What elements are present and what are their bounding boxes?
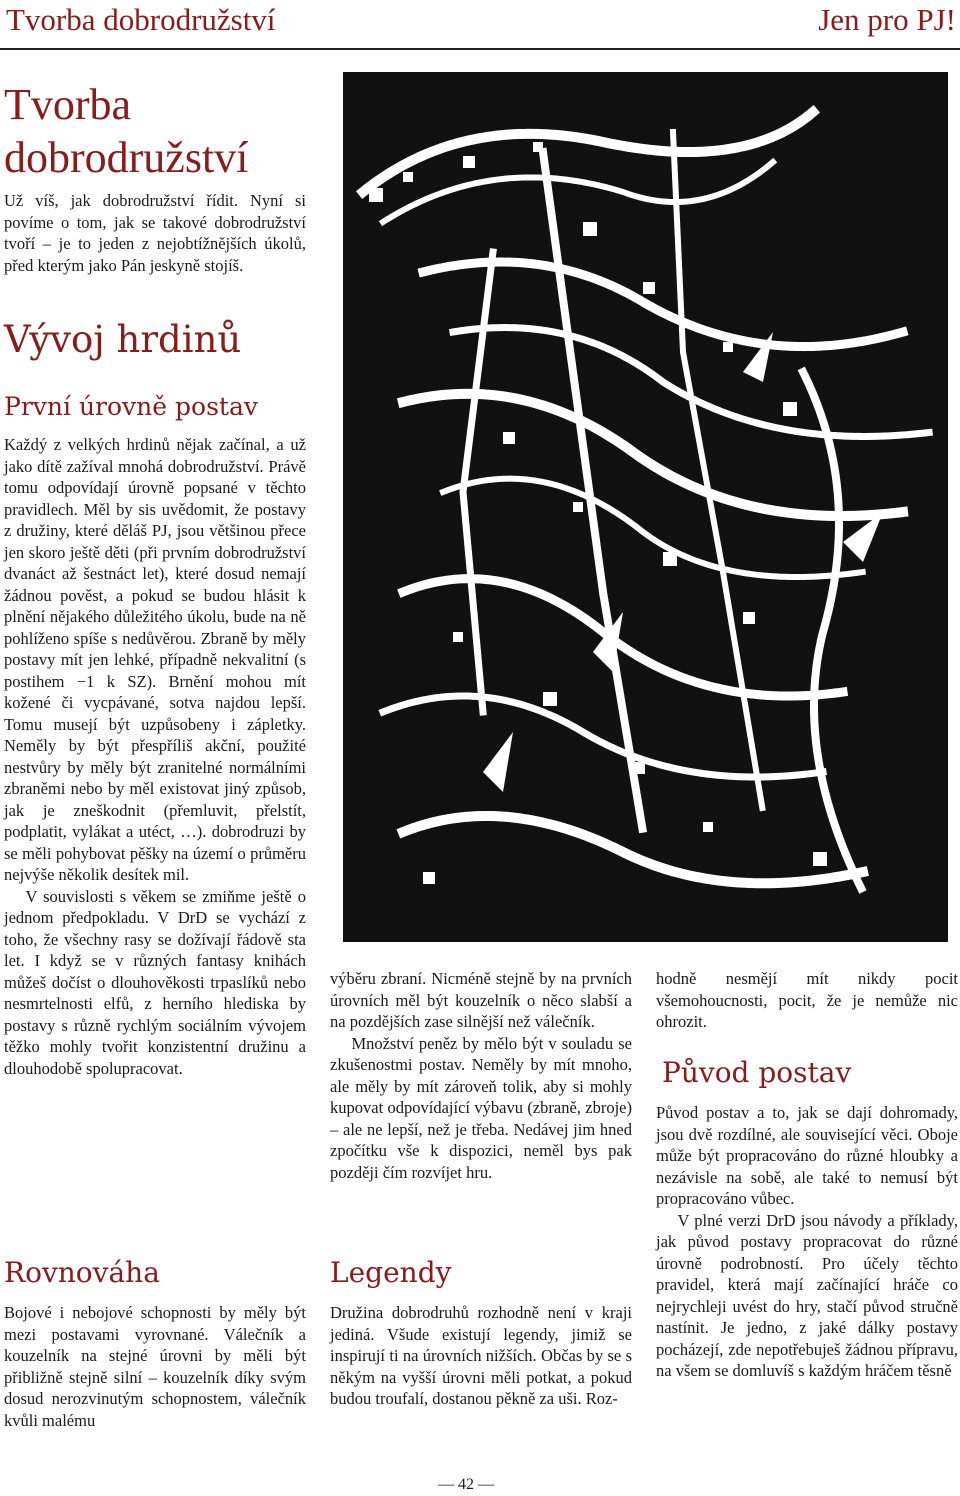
paragraph: V plné verzi DrD jsou návody a příklady, jak původ postavy propracovat do různé úrovně podrobností. Pro účely těchto pravidel, která mají začínající hráče co nejrychleji uvést do hry, stačí původ stručně nastínit. Je jedno, z jaké dálky postavy pocházejí, zde nepotřebuješ žádnou přípravu, na všem se domluvíš s každým hráčem těsně	[656, 1210, 958, 1380]
page-header	[0, 0, 960, 50]
section-heading-vyvoj: Vývoj hrdinů	[4, 318, 242, 361]
gm-only-label: Jen pro PJ!	[818, 2, 956, 37]
dragon-illustration	[343, 72, 948, 942]
column1-text	[4, 434, 306, 1079]
section-heading-legendy: Legendy	[330, 1256, 452, 1289]
paragraph: výběru zbraní. Nicméně stejně by na prvních úrovních měl být kouzelník o něco slabší a na pozdějších zase silnější než válečník.	[330, 969, 632, 1031]
column3-puvod-text	[656, 1102, 958, 1382]
page-number: — 42 —	[438, 1476, 494, 1493]
paragraph: Každý z velkých hrdinů nějak začínal, a už jako dítě zažíval mnohá dobrodružství. Právě tomu odpovídají úrovně popsané v těchto pravidlech. Měl by sis uvědomit, že postavy z družiny, které děláš PJ, jsou většinou přece jen skoro ještě děti (při prvním dobrodružství dvanáct až šestnáct let), které dosud nemají žádnou pověst, a pokud se budou hlásit k plnění nějakého důležitého úkolu, bude na ně pohlíženo spíše s nedůvěrou. Zbraně by měly postavy mít jen lehké, případně nekvalitní (s postihem −1 k SZ). Brnění mohou mít kožené či vycpávané, sotva najdou lepší. Tomu musejí být uzpůsobeny i zápletky. Neměly by být přespříliš akční, použité nestvůry by měly být zranitelné normálními zbraněmi nebo by měl existovat jiný způsob, jak je zneškodnit (přemluvit, přelstít, podplatit, vylákat a utéct, …). dobrodruzi by se měli pohybovat pěšky na území o průměru nejvýše několik desítek mil.	[4, 435, 306, 884]
running-title: Tvorba dobrodružství	[6, 2, 276, 37]
column2-text	[330, 968, 632, 1183]
column3-text: hodně nesmějí mít nikdy pocit všemohoucnosti, pocit, že je nemůže nic ohrozit.	[656, 969, 958, 1031]
column1-rovnovaha-text: Bojové i nebojové schopnosti by měly být mezi postavami vyrovnané. Válečník a kouzelník na stejné úrovni by měli být přibližně stejně silní – kouzelník díky svým dosud nerozvinutým schopnostem, válečník kvůli malému	[4, 1303, 306, 1430]
dragon-illustration-art	[343, 72, 948, 942]
column2-legendy-text: Družina dobrodruhů rozhodně není v kraji jediná. Všude existují legendy, jimiž se inspirují ti na úrovních nižších. Občas by se s někým na vyšší úrovni měli potkat, a pokud budou troufalí, dostanou pěkně za uši. Roz-	[330, 1303, 632, 1408]
paragraph: Množství peněz by mělo být v souladu se zkušenostmi postav. Neměly by mít mnoho, ale měly by mít zároveň tolik, aby si mohly kupovat odpovídající výbavu (zbraně, zbroje) – ale ne lepší, než je třeba. Nedávej jim hned zpočítku vše k dispozici, neměl bys pak později čím rozvíjet hru.	[330, 1033, 632, 1182]
chapter-title: Tvorba dobrodružství	[4, 80, 249, 182]
subheading-prvni-urovne: První úrovně postav	[4, 392, 258, 421]
intro-paragraph: Už víš, jak dobrodružství řídit. Nyní si povíme o tom, jak se takové dobrodružství tvoří – je to jeden z nejobtížnějších úkolů, před kterým jako Pán jeskyně stojíš.	[4, 191, 306, 275]
section-heading-puvod: Původ postav	[662, 1056, 852, 1089]
section-heading-rovnovaha: Rovnováha	[4, 1256, 160, 1289]
paragraph: Původ postav a to, jak se dají dohromady, jsou dvě rozdílné, ale související věci. Oboje může být propracováno do různé hloubky a nezávisle na sobě, ale také to nemusí být propracováno vůbec.	[656, 1103, 958, 1208]
paragraph: V souvislosti s věkem se zmiňme ještě o jednom předpokladu. V DrD se vychází z toho, že všechny rasy se dožívají řádově sta let. I když se v různých fantasy knihách můžeš dočíst o dlouhověkosti trpaslíků nebo nesmrtelnosti elfů, z herního hlediska by postavy s různě rychlým sociálním vývojem těžko mohly tvořit konzistentní družinu a dlouhodobě spolupracovat.	[4, 886, 306, 1078]
